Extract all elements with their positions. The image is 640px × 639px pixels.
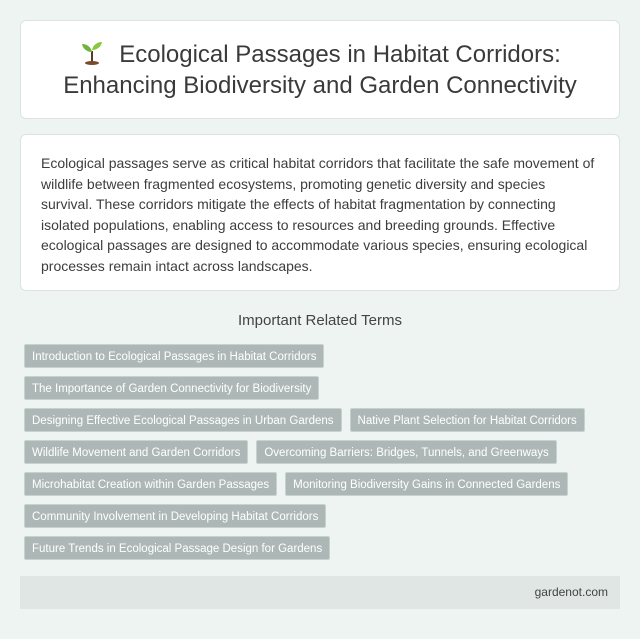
related-term-tag[interactable]: Wildlife Movement and Garden Corridors (24, 440, 248, 464)
tag-row (20, 344, 620, 368)
related-term-tag[interactable]: Overcoming Barriers: Bridges, Tunnels, and Greenways (256, 440, 556, 464)
related-term-tag[interactable]: Native Plant Selection for Habitat Corridors (350, 408, 585, 432)
title-card (20, 20, 620, 119)
related-terms-list (20, 344, 620, 568)
summary-card (20, 134, 620, 291)
summary-text: Ecological passages serve as critical habitat corridors that facilitate the safe movement of wildlife between fragmented ecosystems, promoting genetic diversity and species survival. These corridors mitigate the effects of habitat fragmentation by connecting isolated populations, enabling access to resources and breeding grounds. Effective ecological passages are designed to accommodate various species, ensuring ecological processes remain intact across landscapes. (41, 155, 595, 274)
related-term-tag[interactable]: The Importance of Garden Connectivity for Biodiversity (24, 376, 319, 400)
related-term-tag[interactable]: Community Involvement in Developing Habitat Corridors (24, 504, 326, 528)
related-term-tag[interactable]: Monitoring Biodiversity Gains in Connected Gardens (285, 472, 568, 496)
related-terms-heading: Important Related Terms (238, 312, 402, 329)
tag-row (20, 408, 620, 432)
title-line-2: Enhancing Biodiversity and Garden Connectivity (63, 71, 577, 99)
related-term-tag[interactable]: Microhabitat Creation within Garden Passages (24, 472, 277, 496)
footer (20, 576, 620, 609)
sprout-icon (79, 39, 105, 65)
related-term-tag[interactable]: Future Trends in Ecological Passage Design for Gardens (24, 536, 330, 560)
related-term-tag[interactable]: Designing Effective Ecological Passages in Urban Gardens (24, 408, 342, 432)
tag-row (20, 536, 620, 560)
page-title (63, 39, 577, 101)
tag-row (20, 440, 620, 464)
tag-row (20, 504, 620, 528)
footer-site-link[interactable]: gardenot.com (534, 585, 608, 599)
related-term-tag[interactable]: Introduction to Ecological Passages in Habitat Corridors (24, 344, 324, 368)
tag-row (20, 472, 620, 496)
title-line-1: Ecological Passages in Habitat Corridors: (119, 40, 561, 68)
tag-row (20, 376, 620, 400)
